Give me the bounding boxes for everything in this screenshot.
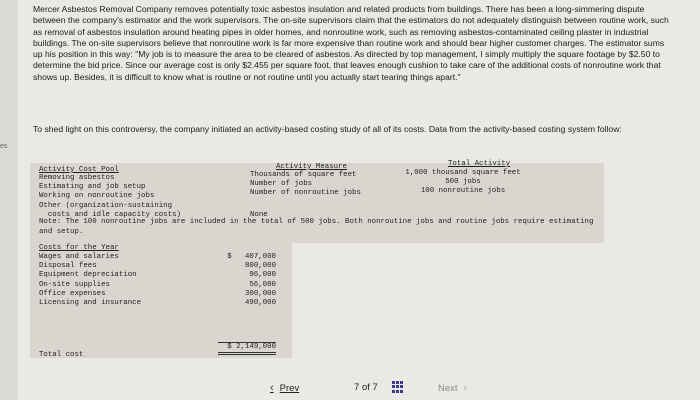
total-activity-column	[400, 169, 526, 197]
pagination-bar	[18, 376, 700, 400]
none-measure-cell: None	[250, 211, 268, 219]
total-cost-label: Total cost	[39, 351, 84, 359]
margin-marker: es	[0, 143, 8, 150]
grid-view-icon[interactable]	[392, 381, 404, 393]
table-row: Office expenses	[39, 289, 106, 298]
table-row: Estimating and job setup	[39, 183, 146, 192]
activity-measure-column	[250, 171, 361, 199]
chevron-left-icon: ‹	[270, 382, 274, 394]
prev-label: Prev	[279, 383, 300, 394]
problem-paragraph-2: To shed light on this controversy, the company initiated an activity-based costing study of all of its costs. Data from the activity-based costing system follow:	[33, 124, 622, 134]
table-cell: 500 jobs	[445, 178, 481, 187]
table-cell: Number of nonroutine jobs	[250, 189, 361, 198]
question-page	[18, 0, 700, 400]
activity-pool-column	[39, 174, 181, 220]
table-row: On-site supplies	[39, 280, 110, 289]
next-button[interactable]	[438, 382, 467, 394]
table-cell: $ 407,000	[227, 253, 276, 261]
table-cell: 100 nonroutine jobs	[420, 187, 506, 196]
activity-measure-header: Activity Measure	[276, 163, 347, 171]
costs-header: Costs for the Year	[39, 244, 119, 252]
activity-note: Note: The 100 nonroutine jobs are included in the total of 500 jobs. Both nonroutine jobs and routine jobs require estimating and setup.	[39, 218, 594, 236]
table-cell: 490,000	[244, 298, 276, 307]
table-row: Other (organization-sustaining	[39, 201, 173, 210]
table-row: Disposal fees	[39, 262, 97, 271]
table-cell: 56,000	[249, 280, 276, 289]
chevron-right-icon: ›	[463, 382, 468, 394]
table-row: Equipment depreciation	[39, 271, 137, 280]
table-cell: 96,000	[249, 271, 276, 280]
table-cell: 800,000	[244, 262, 276, 271]
cost-amounts-column	[218, 253, 276, 308]
table-cell: 1,000 thousand square feet	[405, 169, 521, 177]
table-cell: Number of jobs	[250, 180, 313, 189]
total-activity-header: Total Activity	[448, 160, 511, 168]
cost-labels-column	[39, 253, 141, 308]
table-row: Removing asbestos	[39, 174, 115, 182]
problem-paragraph-1: Mercer Asbestos Removal Company removes potentially toxic asbestos insulation and related products from buildings. There has been a long-simmering dispute between the company's estimator and the work supervisors. The on-site supervisors claim that the estimators do not adequately distinguish between routine work, such as removal of asbestos insulation around heating pipes in older homes, and nonroutine work, such as removing asbestos-contaminated ceiling plaster in industrial buildings. The on-site supervisors believe that nonroutine work is far more expensive than routine work and should bear higher customer charges. The estimator sums up his position in this way: "My job is to measure the area to be cleared of asbestos. As directed by top management, I simply multiply the square footage by $2.50 to determine the bid price. Since our average cost is only $2.455 per square foot, that leaves enough cushion to take care of the additional costs of nonroutine work that shows up. Besides, it is difficult to know what is routine or not routine until you actually start tearing things apart."	[33, 4, 669, 82]
total-cost-amount: $ 2,149,000	[218, 342, 276, 355]
prev-button[interactable]	[270, 382, 299, 394]
table-row: Wages and salaries	[39, 253, 119, 261]
table-cell: Thousands of square feet	[250, 171, 357, 179]
page-indicator: 7 of 7	[354, 382, 378, 393]
table-cell: 300,000	[244, 289, 276, 298]
activity-pool-header: Activity Cost Pool	[39, 166, 119, 174]
table-row: Working on nonroutine jobs	[39, 192, 155, 201]
table-row: Licensing and insurance	[39, 298, 142, 307]
next-label: Next	[438, 383, 458, 394]
table-row: costs and idle capacity costs)	[39, 210, 181, 219]
